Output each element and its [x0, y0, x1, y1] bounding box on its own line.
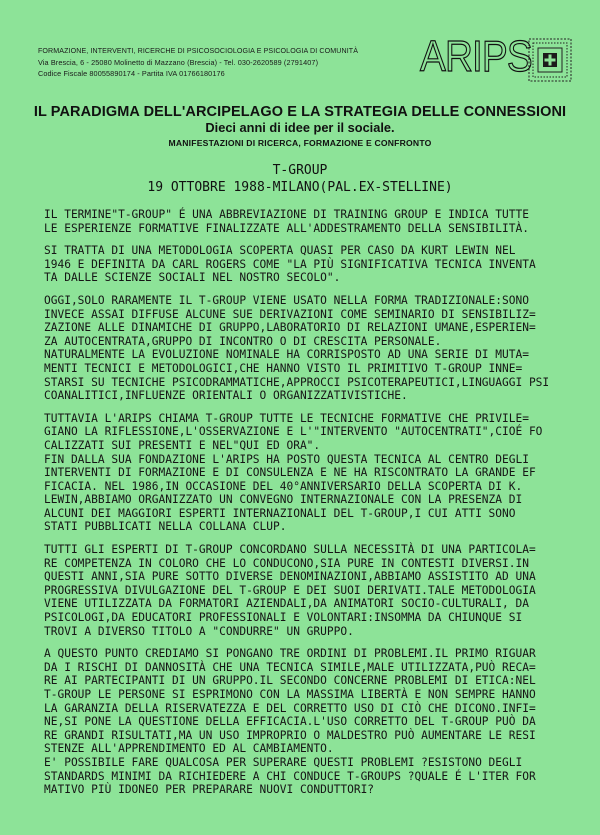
paragraph-line: A QUESTO PUNTO CREDIAMO SI PONGANO TRE ORDINI DI PROBLEMI.IL PRIMO RIGUAR	[44, 647, 536, 661]
paragraph-line: GIANO LA RIFLESSIONE,L'OSSERVAZIONE E L'"INTERVENTO "AUTOCENTRATI",CIOÉ FO	[44, 425, 543, 439]
organization-fiscal: Codice Fiscale 80055890174 - Partita IVA 01766180176	[38, 69, 225, 78]
paragraph-line: IL TERMINE"T-GROUP" É UNA ABBREVIAZIONE DI TRAINING GROUP E INDICA TUTTE	[44, 208, 529, 221]
paragraph-line: STATI PUBBLICATI NELLA COLLANA CLUP.	[44, 520, 287, 534]
paragraph-line: NE,SI PONE LA QUESTIONE DELLA EFFICACIA.L'USO CORRETTO DEL T-GROUP PUÒ DA	[44, 715, 536, 729]
paragraph-gap	[44, 235, 572, 244]
paragraph-line: MATIVO PIÙ IDONEO PER PREPARARE NUOVI CONDUTTORI?	[44, 783, 375, 797]
organization-address: Via Brescia, 6 - 25080 Molinetto di Mazzano (Brescia) - Tel. 030-2620589 (2791407)	[38, 58, 319, 67]
paragraph-3	[44, 294, 572, 403]
paragraph-line: OGGI,SOLO RARAMENTE IL T-GROUP VIENE USATO NELLA FORMA TRADIZIONALE:SONO	[44, 293, 529, 307]
paragraph-line: LA GARANZIA DELLA RISERVATEZZA E DEL CORRETTO USO DI CIÒ CHE DICONO.INFI=	[44, 701, 536, 715]
paragraph-gap	[44, 638, 572, 647]
paragraph-line: LE ESPERIENZE FORMATIVE FINALIZZATE ALL'ADDESTRAMENTO DELLA SENSIBILITÀ.	[44, 221, 529, 235]
paragraph-line: T-GROUP LE PERSONE SI ESPRIMONO CON LA MASSIMA LIBERTÀ E NON SEMPRE HANNO	[44, 688, 536, 701]
paragraph-line: RE AI PARTECIPANTI DI UN GRUPPO.IL SECONDO CONCERNE PROBLEMI DI ETICA:NEL	[44, 674, 536, 688]
paragraph-line: ZA AUTOCENTRATA,GRUPPO DI INCONTRO O DI CRESCITA PERSONALE.	[44, 334, 442, 348]
paragraph-line: LEWIN,ABBIAMO ORGANIZZATO UN CONVEGNO INTERNAZIONALE CON LA PRESENZA DI	[44, 493, 523, 507]
paragraph-line: MENTI TECNICI E METODOLOGICI,CHE HANNO VISTO IL PRIMITIVO T-GROUP INNE=	[44, 361, 523, 375]
paragraph-1	[44, 208, 572, 235]
paragraph-gap	[44, 285, 572, 294]
paragraph-line: STENZE ALL'APPRENDIMENTO ED AL CAMBIAMENTO.	[44, 742, 334, 756]
paragraph-5	[44, 543, 572, 638]
paragraph-line: FICACIA. NEL 1986,IN OCCASIONE DEL 40°ANNIVERSARIO DELLA SCOPERTA DI K.	[44, 479, 523, 493]
organization-name: FORMAZIONE, INTERVENTI, RICERCHE DI PSICOSOCIOLOGIA E PSICOLOGIA DI COMUNITÀ	[38, 47, 359, 55]
paragraph-line: PROGRESSIVA DIVULGAZIONE DEL T-GROUP E DEI SUOI DERIVATI.TALE METODOLOGIA	[44, 583, 536, 597]
paragraph-line: DA I RISCHI DI DANNOSITÀ CHE UNA TECNICA SIMILE,MALE UTILIZZATA,PUÒ RECA=	[44, 660, 536, 674]
paragraph-4	[44, 412, 572, 534]
paragraph-line: TA DALLE SCIENZE SOCIALI NEL NOSTRO SECOLO".	[44, 271, 341, 285]
paragraph-line: TUTTI GLI ESPERTI DI T-GROUP CONCORDANO SULLA NECESSITÀ DI UNA PARTICOLA=	[44, 543, 536, 557]
paragraph-line: ALCUNI DEI MAGGIORI ESPERTI INTERNAZIONALI DEL T-GROUP,I CUI ATTI SONO	[44, 506, 516, 520]
paragraph-gap	[44, 534, 572, 543]
organization-header	[38, 46, 416, 79]
body-text	[44, 208, 572, 797]
paragraph-line: RE GRANDI RISULTATI,MA UN USO IMPROPRIO O MALDESTRO PUÒ AUMENTARE LE RESI	[44, 728, 536, 742]
events-heading: MANIFESTAZIONI DI RICERCA, FORMAZIONE E CONFRONTO	[168, 138, 432, 148]
paragraph-line: TUTTAVIA L'ARIPS CHIAMA T-GROUP TUTTE LE TECNICHE FORMATIVE CHE PRIVILE=	[44, 411, 529, 425]
arips-logo-text: ARIPS	[420, 32, 532, 81]
event-name: T-GROUP	[272, 163, 328, 178]
paragraph-line: COANALITICI,INFLUENZE ORIENTALI O ORGANIZZATIVISTICHE.	[44, 389, 408, 403]
paragraph-line: STANDARDS MINIMI DA RICHIEDERE A CHI CONDUCE T-GROUPS ?QUALE É L'ITER FOR	[44, 769, 536, 783]
paragraph-line: TROVI A DIVERSO TITOLO A "CONDURRE" UN GRUPPO.	[44, 624, 354, 638]
paragraph-line: STARSI SU TECNICHE PSICODRAMMATICHE,APPROCCI PSICOTERAPEUTICI,LINGUAGGI PSI	[44, 375, 550, 389]
paragraph-line: PSICOLOGI,DA EDUCATORI PROFESSIONALI E VOLONTARI:INSOMMA DA CHIUNQUE SI	[44, 611, 523, 625]
event-date-place: 19 OTTOBRE 1988-MILANO(PAL.EX-STELLINE)	[147, 180, 453, 195]
subtitle: Dieci anni di idee per il sociale.	[205, 120, 395, 135]
paragraph-line: CALIZZATI SUI PRESENTI E NEL"QUI ED ORA".	[44, 438, 321, 452]
paragraph-line: 1946 E DEFINITA DA CARL ROGERS COME "LA PIÙ SIGNIFICATIVA TECNICA INVENTA	[44, 257, 536, 271]
main-title: IL PARADIGMA DELL'ARCIPELAGO E LA STRATEGIA DELLE CONNESSIONI	[33, 104, 567, 120]
paragraph-line: SI TRATTA DI UNA METODOLOGIA SCOPERTA QUASI PER CASO DA KURT LEWIN NEL	[44, 244, 516, 258]
paragraph-line: VIENE UTILIZZATA DA FORMATORI AZIENDALI,DA ANIMATORI SOCIO-CULTURALI, DA	[44, 597, 529, 611]
paragraph-6	[44, 647, 572, 797]
paragraph-line: RE COMPETENZA IN COLORO CHE LO CONDUCONO,SIA PURE IN CONTESTI DIVERSI.IN	[44, 556, 529, 570]
paragraph-line: NATURALMENTE LA EVOLUZIONE NOMINALE HA CORRISPOSTO AD UNA SERIE DI MUTA=	[44, 348, 529, 362]
arips-cross-square-logo-icon	[528, 38, 572, 82]
paragraph-line: INVECE ASSAI DIFFUSE ALCUNE SUE DERIVAZIONI COME SEMINARIO DI SENSIBILIZ=	[44, 307, 536, 321]
paragraph-line: FIN DALLA SUA FONDAZIONE L'ARIPS HA POSTO QUESTA TECNICA AL CENTRO DEGLI	[44, 452, 529, 466]
paragraph-line: INTERVENTI DI FORMAZIONE E DI CONSULENZA E NE HA RISCONTRATO LA GRANDE EF	[44, 466, 536, 480]
paragraph-line: QUESTI ANNI,SIA PURE SOTTO DIVERSE DENOMINAZIONI,ABBIAMO ASSISTITO AD UNA	[44, 570, 536, 584]
paragraph-line: ZAZIONE ALLE DINAMICHE DI GRUPPO,LABORATORIO DI RELAZIONI UMANE,ESPERIEN=	[44, 321, 536, 335]
paragraph-line: E' POSSIBILE FARE QUALCOSA PER SUPERARE QUESTI PROBLEMI ?ESISTONO DEGLI	[44, 755, 523, 769]
paragraph-2	[44, 244, 572, 285]
paragraph-gap	[44, 403, 572, 412]
